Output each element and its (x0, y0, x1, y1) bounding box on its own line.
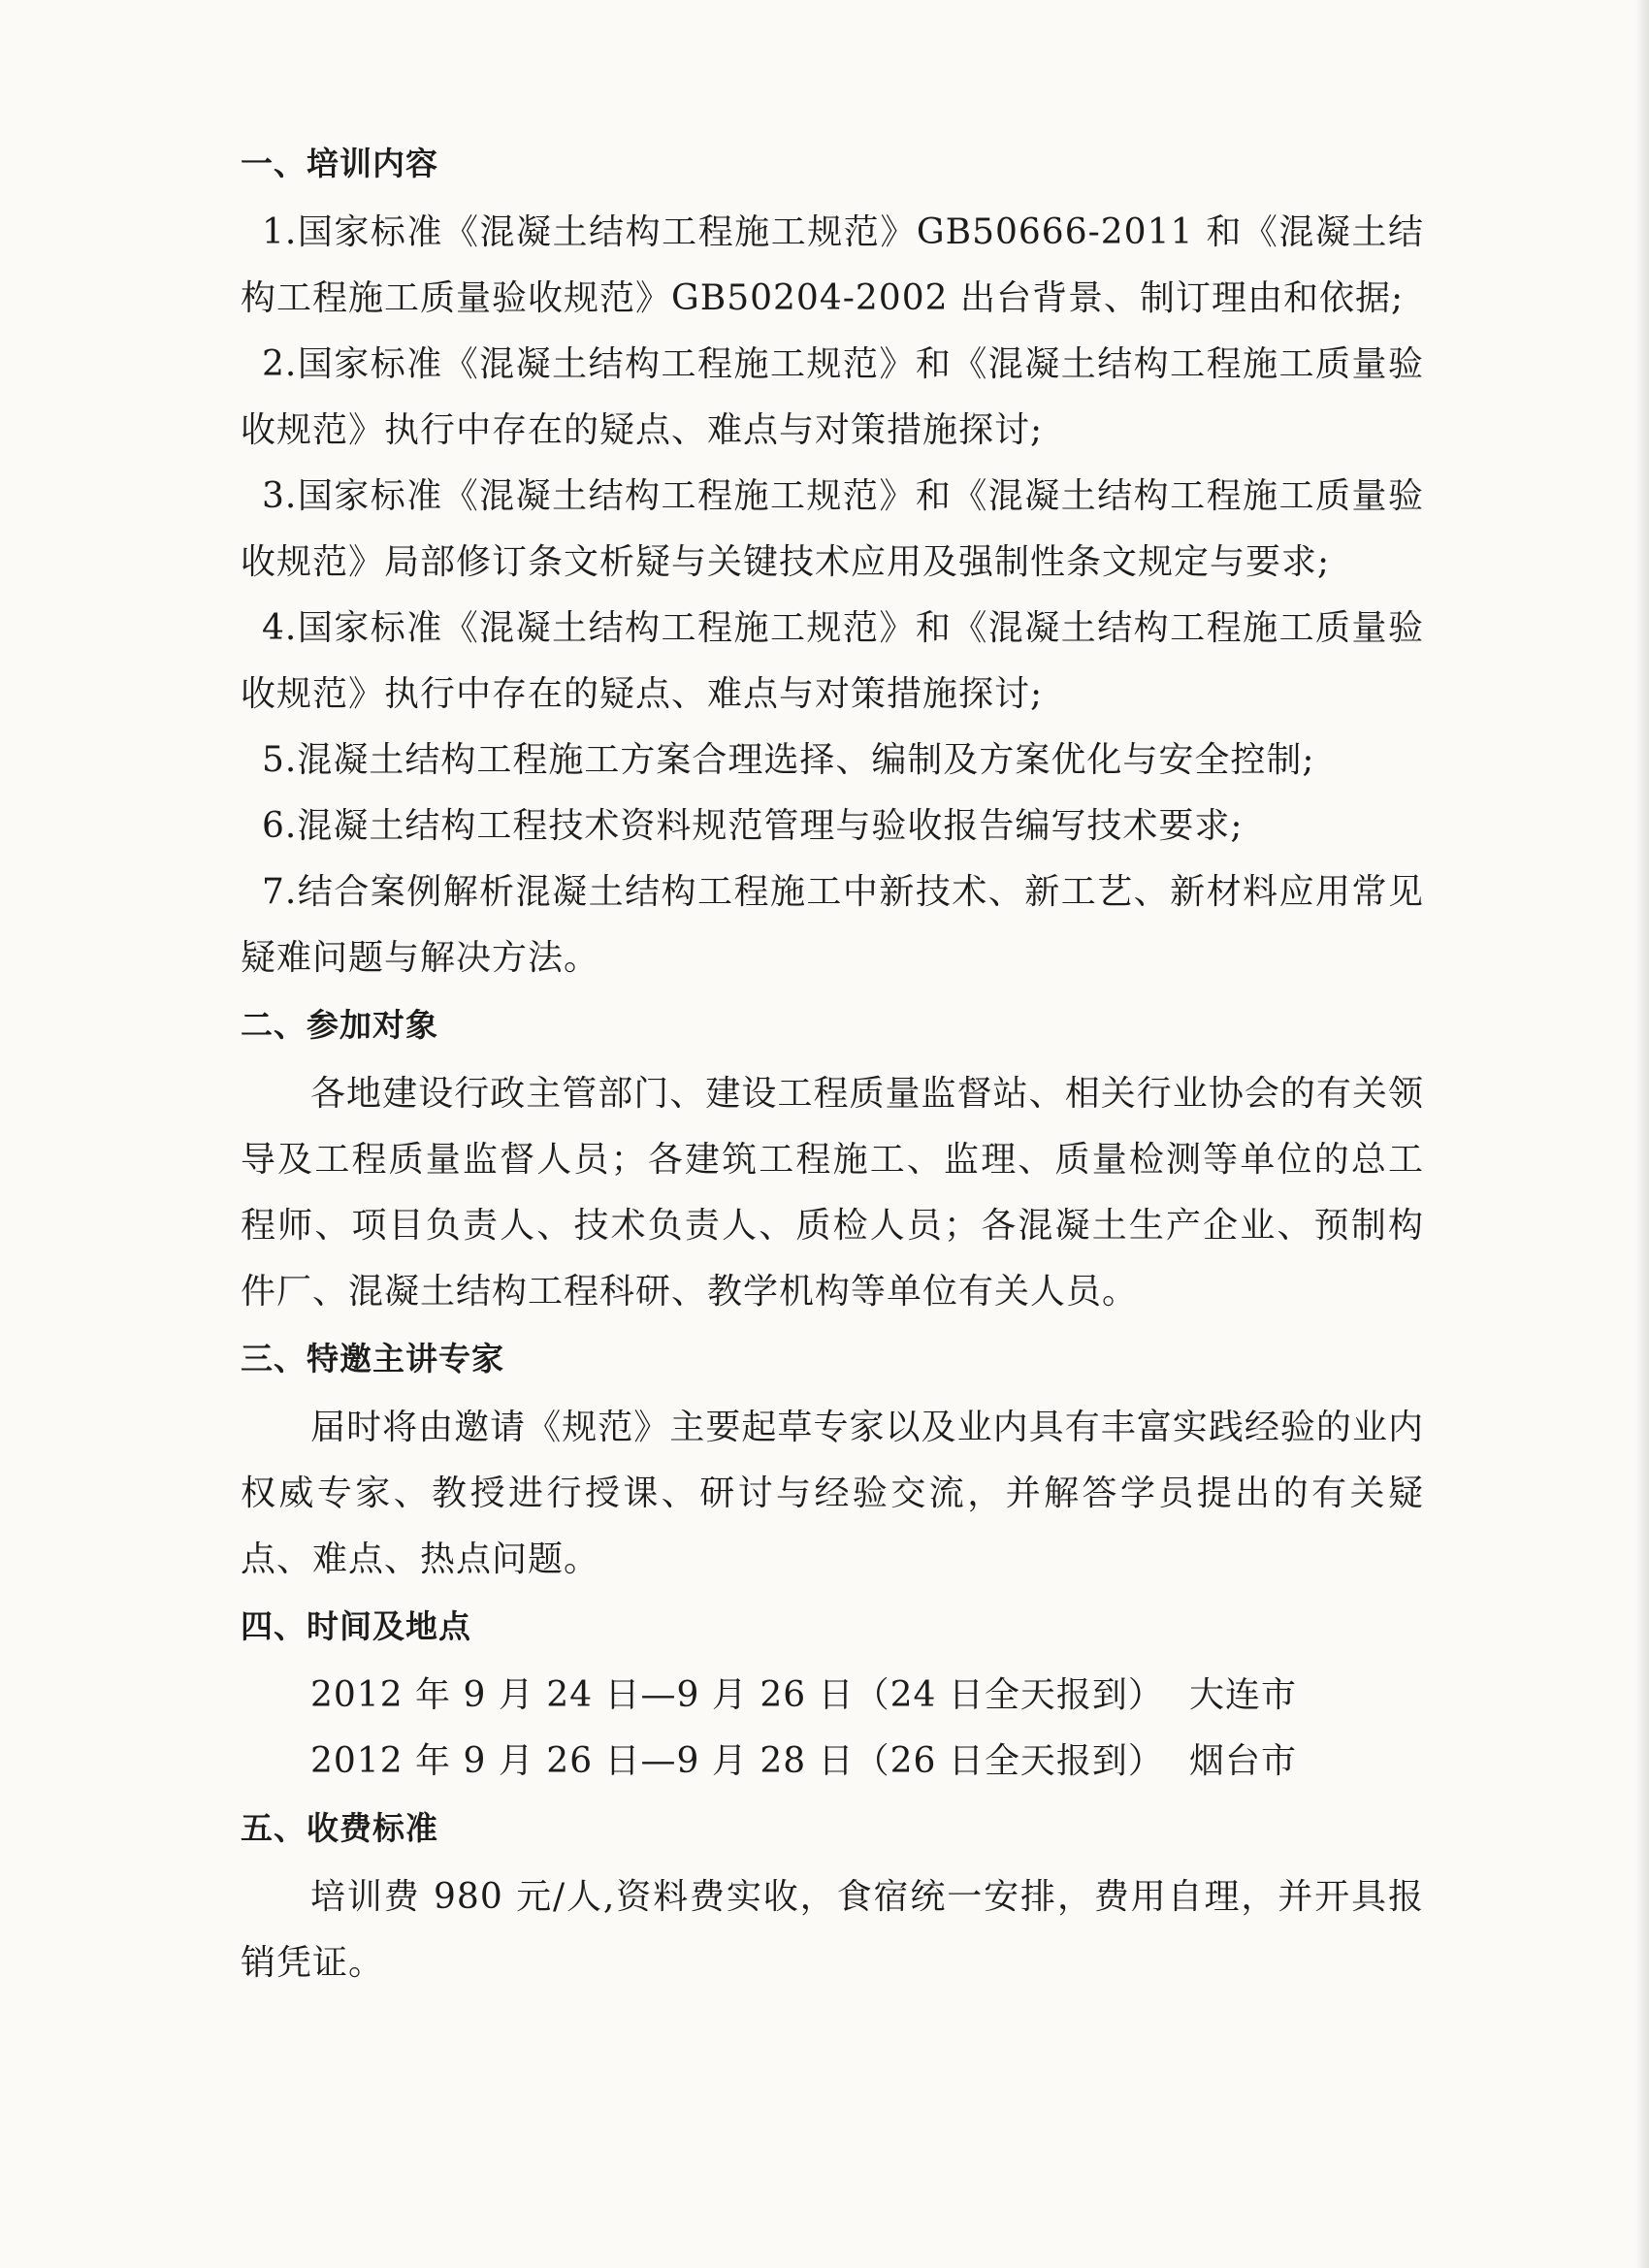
fees-paragraph: 培训费 980 元/人,资料费实收，食宿统一安排，费用自理，并开具报销凭证。 (241, 1877, 1424, 1983)
schedule-row-yantai (241, 1729, 1424, 1795)
section-heading-experts: 三、特邀主讲专家 (241, 1340, 504, 1377)
section-gap (241, 1593, 1424, 1597)
section-heading-training-content: 一、培训内容 (241, 145, 438, 182)
section-heading-fees: 五、收费标准 (241, 1809, 438, 1847)
schedule-date: 2012 年 9 月 26 日—9 月 28 日（26 日全天报到） (310, 1741, 1164, 1781)
training-item-2: 2.国家标准《混凝土结构工程施工规范》和《混凝土结构工程施工质量验收规范》执行中存在的疑点、难点与对策措施探讨; (241, 344, 1424, 450)
experts-paragraph: 届时将由邀请《规范》主要起草专家以及业内具有丰富实践经验的业内权威专家、教授进行授课、研讨与经验交流，并解答学员提出的有关疑点、难点、热点问题。 (241, 1408, 1424, 1579)
training-item-5: 5.混凝土结构工程施工方案合理选择、编制及方案优化与安全控制; (262, 740, 1315, 780)
section-gap (241, 1795, 1424, 1798)
training-item-6: 6.混凝土结构工程技术资料规范管理与验收报告编写技术要求; (262, 806, 1244, 846)
participants-paragraph: 各地建设行政主管部门、建设工程质量监督站、相关行业协会的有关领导及工程质量监督人员；各建筑工程施工、监理、质量检测等单位的总工程师、项目负责人、技术负责人、质检人员；各混凝土生产企业、预制构件厂、混凝土结构工程科研、教学机构等单位有关人员。 (241, 1074, 1424, 1312)
section-gap (241, 991, 1424, 995)
section-gap (241, 1325, 1424, 1329)
schedule-row-dalian (241, 1663, 1424, 1729)
document-body (241, 134, 1424, 1996)
training-item-7: 7.结合案例解析混凝土结构工程施工中新技术、新工艺、新材料应用常见疑难问题与解决方法。 (241, 872, 1424, 978)
training-item-4: 4.国家标准《混凝土结构工程施工规范》和《混凝土结构工程施工质量验收规范》执行中存在的疑点、难点与对策措施探讨; (241, 608, 1424, 714)
schedule-city: 烟台市 (1189, 1741, 1298, 1781)
section-heading-participants: 二、参加对象 (241, 1006, 438, 1044)
scan-edge-shadow (1635, 0, 1649, 2268)
section-heading-time-place: 四、时间及地点 (241, 1607, 471, 1645)
training-item-1: 1.国家标准《混凝土结构工程施工规范》GB50666-2011 和《混凝土结构工程施工质量验收规范》GB50204-2002 出台背景、制订理由和依据; (241, 212, 1424, 318)
training-item-3: 3.国家标准《混凝土结构工程施工规范》和《混凝土结构工程施工质量验收规范》局部修订条文析疑与关键技术应用及强制性条文规定与要求; (241, 476, 1424, 582)
schedule-city: 大连市 (1189, 1675, 1298, 1715)
schedule-date: 2012 年 9 月 24 日—9 月 26 日（24 日全天报到） (310, 1675, 1164, 1715)
